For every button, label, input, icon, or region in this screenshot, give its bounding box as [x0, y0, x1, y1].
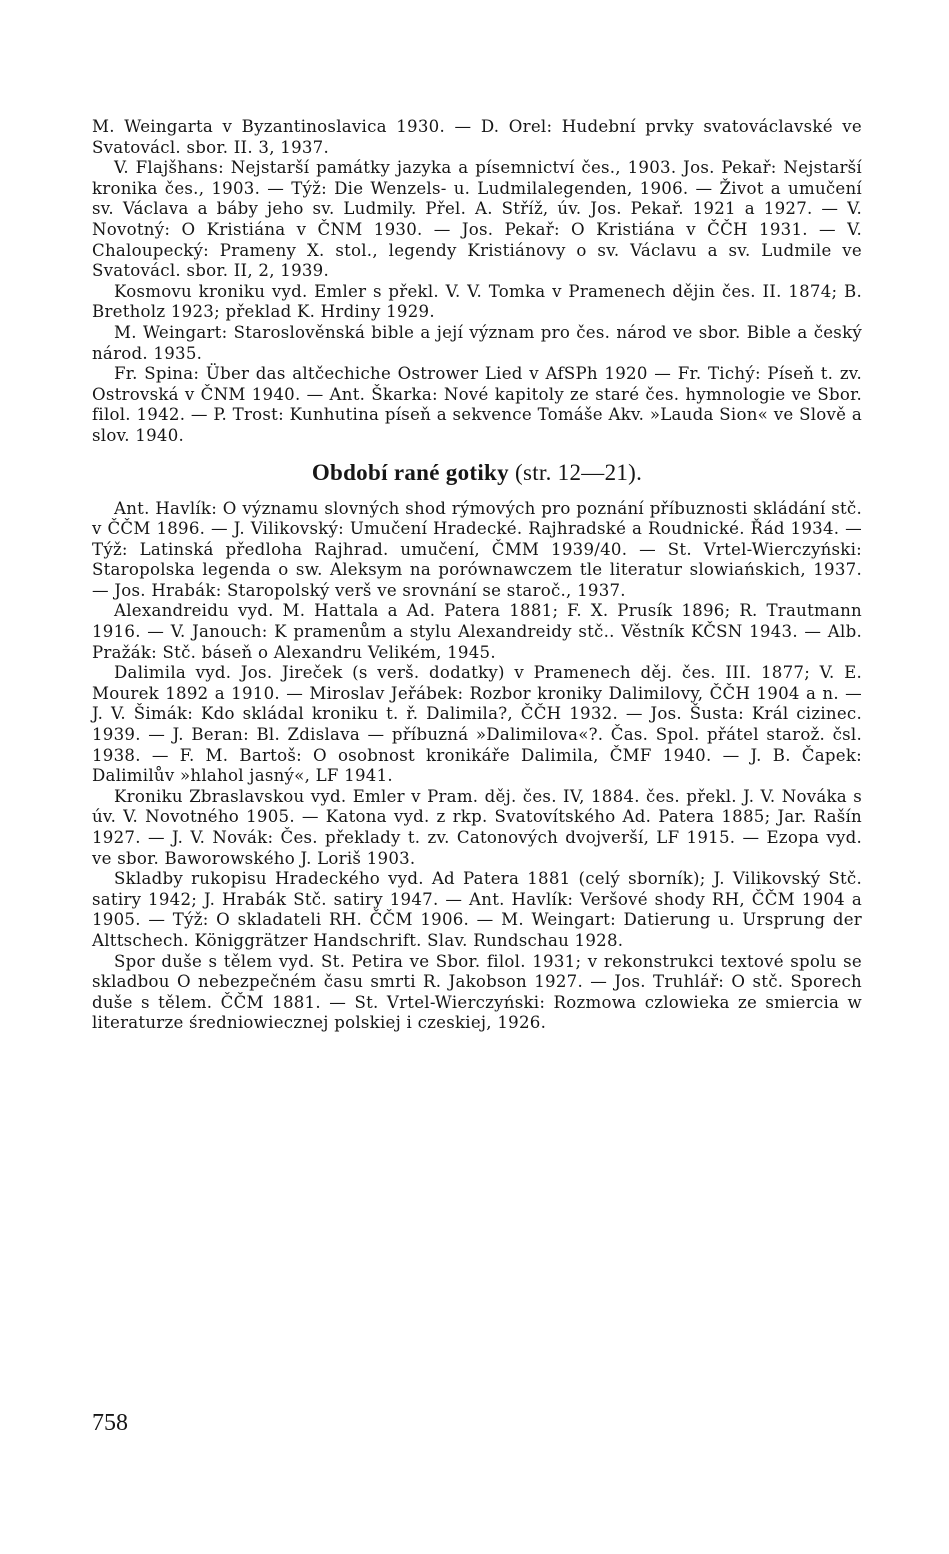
section-page-range: (str. 12—21). — [514, 459, 643, 485]
section-heading — [92, 458, 862, 488]
bibliography-paragraph: Skladby rukopisu Hradeckého vyd. Ad Patera 1881 (celý sborník); J. Vilikovský Stč. satiry 1942; J. Hrabák Stč. satiry 1947. — Ant. Havlík: Veršové shody RH, ČČM 1904 a 1905. — Týž: O skladateli RH. ČČM 1906. — M. Weingart: Datierung u. Ursprung der Alttschech. Königgrätzer Handschrift. Slav. Rundschau 1928. — [92, 869, 862, 950]
page-number: 758 — [92, 1410, 128, 1436]
bibliography-paragraph: Spor duše s tělem vyd. St. Petira ve Sbor. filol. 1931; v rekonstrukci textové spolu se skladbou O nebezpečném času smrti R. Jakobson 1927. — Jos. Truhlář: O stč. Sporech duše s tělem. ČČM 1881. — St. Vrtel-Wierczyński: Rozmowa czlowieka ze smiercia w literaturze średniowiecznej polskiej i czeskiej, 1926. — [92, 951, 862, 1033]
bibliography-paragraph: Alexandreidu vyd. M. Hattala a Ad. Patera 1881; F. X. Prusík 1896; R. Trautmann 1916. — V. Janouch: K pramenům a stylu Alexandreidy stč.. Věstník KČSN 1943. — Alb. Pražák: Stč. báseň o Alexandru Velikém, 1945. — [92, 601, 862, 662]
bibliography-paragraph: Ant. Havlík: O významu slovných shod rýmových pro poznání příbuznosti skládání stč. v ČČM 1896. — J. Vilikovský: Umučení Hradecké. Rajhradské a Roudnické. Řád 1934. — Týž: Latinská předloha Rajhrad. umučení, ČMM 1939/40. — St. Vrtel-Wierczyński: Staropolska legenda o sw. Aleksym na porównawczem tle literatur slowiańskich, 1937. — Jos. Hrabák: Staropolský verš ve srovnání se staroč., 1937. — [92, 498, 862, 600]
bibliography-paragraph: Dalimila vyd. Jos. Jireček (s verš. dodatky) v Pramenech děj. čes. III. 1877; V. E. Mourek 1892 a 1910. — Miroslav Jeřábek: Rozbor kroniky Dalimilovy, ČČH 1904 a n. — J. V. Šimák: Kdo skládal kroniku t. ř. Dalimila?, ČČH 1932. — Jos. Šusta: Král cizinec. 1939. — J. Beran: Bl. Zdislava — příbuzná »Dalimilova«?. Čas. Spol. přátel starož. čsl. 1938. — F. M. Bartoš: O osobnost kronikáře Dalimila, ČMF 1940. — J. B. Čapek: Dalimilův »hlahol jasný«, LF 1941. — [92, 663, 862, 786]
page-body — [92, 117, 862, 1034]
bibliography-paragraph: V. Flajšhans: Nejstarší památky jazyka a písemnictví čes., 1903. Jos. Pekař: Nejstarší kronika čes., 1903. — Týž: Die Wenzels- u. Ludmilalegenden, 1906. — Život a umučení sv. Václava a báby jeho sv. Ludmily. Přel. A. Stříž, úv. Jos. Pekař. 1921 a 1927. — V. Novotný: O Kristiána v ČNM 1930. — Jos. Pekař: O Kristiána v ČČH 1931. — V. Chaloupecký: Prameny X. stol., legendy Kristiánovy o sv. Václavu a sv. Ludmile ve Svatovácl. sbor. II, 2, 1939. — [92, 158, 862, 281]
bibliography-paragraph: Kroniku Zbraslavskou vyd. Emler v Pram. děj. čes. IV, 1884. čes. překl. J. V. Nováka s úv. V. Novotného 1905. — Katona vyd. z rkp. Svatovítského Ad. Patera 1885; Jar. Rašín 1927. — J. V. Novák: Čes. překlady t. zv. Catonových dvojverší, LF 1915. — Ezopa vyd. ve sbor. Baworowského J. Loriš 1903. — [92, 786, 862, 868]
bibliography-paragraph: Fr. Spina: Über das altčechiche Ostrower Lied v AfSPh 1920 — Fr. Tichý: Píseň t. zv. Ostrovská v ČNM 1940. — Ant. Škarka: Nové kapitoly ze staré čes. hymnologie ve Sbor. filol. 1942. — P. Trost: Kunhutina píseň a sekvence Tomáše Akv. »Lauda Sion« ve Slově a slov. 1940. — [92, 364, 862, 445]
bibliography-paragraph: M. Weingart: Staroslověnská bible a její význam pro čes. národ ve sbor. Bible a český národ. 1935. — [92, 322, 862, 363]
section-title: Období rané gotiky — [311, 459, 509, 485]
bibliography-paragraph: M. Weingarta v Byzantinoslavica 1930. — D. Orel: Hudební prvky svatováclavské ve Svatovácl. sbor. II. 3, 1937. — [92, 117, 862, 157]
bibliography-paragraph: Kosmovu kroniku vyd. Emler s překl. V. V. Tomka v Pramenech dějin čes. II. 1874; B. Bretholz 1923; překlad K. Hrdiny 1929. — [92, 281, 862, 322]
